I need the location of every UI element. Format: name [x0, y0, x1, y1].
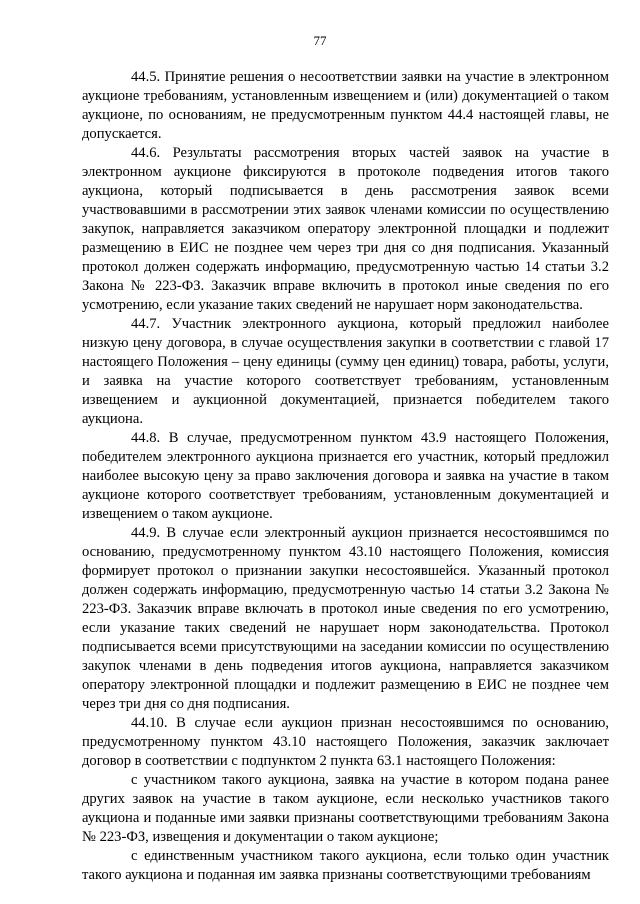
- paragraph-44-8: 44.8. В случае, предусмотренном пунктом 43.9 настоящего Положения, победителем электронного аукциона признается его участник, который предложил наиболее высокую цену за право заключения договора и заявка на участие в таком аукционе которого соответствует требованиям, установленным документацией и извещением о таком аукционе.: [82, 430, 609, 522]
- page-number: 77: [313, 33, 327, 48]
- paragraph-44-5: 44.5. Принятие решения о несоответствии заявки на участие в электронном аукционе требованиям, установленным извещением и (или) документацией о таком аукционе, по основаниям, не предусмотренным пунктом 44.4 настоящей главы, не допускается.: [82, 69, 609, 142]
- paragraph-44-6: 44.6. Результаты рассмотрения вторых частей заявок на участие в электронном аукционе фиксируются в протоколе подведения итогов такого аукциона, который подписывается в день рассмотрения заявок всеми участвовавшими в рассмотрении этих заявок членами комиссии по осуществлению закупок, направляется заказчиком оператору электронной площадки и подлежит размещению в ЕИС не позднее чем через три дня со дня подписания. Указанный протокол должен содержать информацию, предусмотренную частью 14 статьи 3.2 Закона № 223-ФЗ. Заказчик вправе включить в протокол иные сведения по его усмотрению, если указание таких сведений не нарушает норм законодательства.: [82, 145, 609, 313]
- paragraph-44-7: 44.7. Участник электронного аукциона, который предложил наиболее низкую цену договора, в случае осуществления закупки в соответствии с главой 17 настоящего Положения – цену единицы (сумму цен единиц) товара, работы, услуги, и заявка на участие которого соответствует требованиям, установленным извещением и аукционной документацией, признается победителем такого аукциона.: [82, 316, 609, 427]
- document-body: [82, 68, 609, 885]
- paragraph-44-10: 44.10. В случае если аукцион признан несостоявшимся по основанию, предусмотренному пунктом 43.10 настоящего Положения, заказчик заключает договор в соответствии с подпунктом 2 пункта 63.1 настоящего Положения:: [82, 715, 609, 769]
- paragraph-44-9: 44.9. В случае если электронный аукцион признается несостоявшимся по основанию, предусмотренному пунктом 43.10 настоящего Положения, комиссия формирует протокол о признании закупки несостоявшейся. Указанный протокол должен содержать информацию, предусмотренную частью 14 статьи 3.2 Закона № 223-ФЗ. Заказчик вправе включать в протокол иные сведения по его усмотрению, если указание таких сведений не нарушает норм законодательства. Протокол подписывается всеми присутствующими на заседании комиссии по осуществлению закупок членами в день подведения итогов аукциона, направляется заказчиком оператору электронной площадки и подлежит размещению в ЕИС не позднее чем через три дня со дня подписания.: [82, 525, 609, 712]
- paragraph-44-10-item-1: с участником такого аукциона, заявка на участие в котором подана ранее других заявок на участие в таком аукционе, если несколько участников такого аукциона и поданные ими заявки признаны соответствующими требованиям Закона № 223-ФЗ, извещения и документации о таком аукционе;: [82, 772, 609, 845]
- paragraph-44-10-item-2: с единственным участником такого аукциона, если только один участник такого аукциона и поданная им заявка признаны соответствующими требованиям: [82, 848, 609, 883]
